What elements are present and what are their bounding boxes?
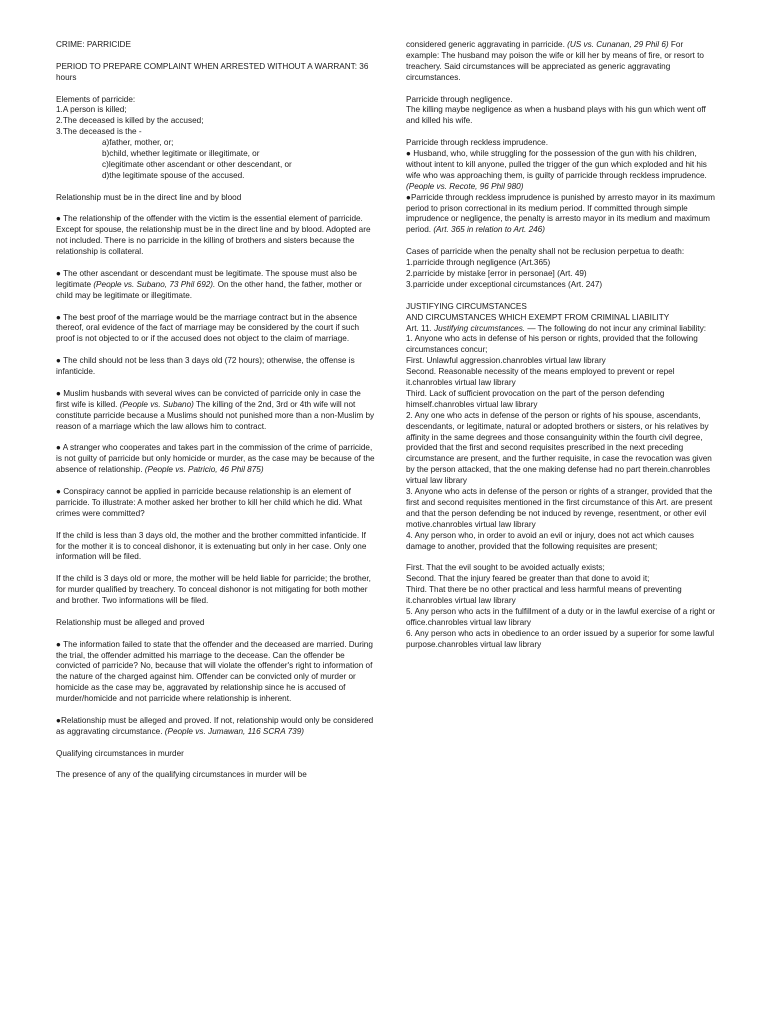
citation: (Art. 365 in relation to Art. 246) — [433, 225, 545, 235]
justifying-requisite-second: Second. Reasonable necessity of the means employed to prevent or repel it.chanrobles virtual law library — [406, 367, 675, 388]
justifying-item-2: 2. Any one who acts in defense of the person or rights of his spouse, ascendants, descendants, or legitimate, natural or adopted brothers or sisters, or his relatives by affinity in the same degrees and those consanguinity within the fourth civil degree, provided that the first and second requisites prescribed in the next preceding circumstance are present, and the further requisite, in case the revocation was given by the person attacked, that the one making defense had no part therein.chanrobles virtual law library — [406, 410, 712, 486]
paragraph-conspiracy: ● Conspiracy cannot be applied in parricide because relationship is an element of parricide. To illustrate: A mother asked her brother to kill her child which he did. What crimes were committed? — [56, 487, 363, 518]
article-label: Art. 11 — [406, 323, 430, 333]
paragraph-text: ●Parricide through reckless imprudence is punished by arresto mayor in its maximum period to prison correctional in its medium period. If committed through simple imprudence or negligence, the penalty is arresto mayor in its medium and maximum period. — [406, 192, 715, 235]
paragraph-text: considered generic aggravating in parricide. — [406, 40, 568, 49]
case-item-2: 2.parricide by mistake [error in personae] (Art. 49) — [406, 268, 587, 278]
paragraph-generic-aggravating — [406, 40, 718, 84]
paragraph-text: ● Husband, who, while struggling for the possession of the gun with his children, without intent to kill anyone, pulled the trigger of the gun which exploded and hit his wife who was approaching them, is guilty of parricide through reckless imprudence. — [406, 149, 707, 180]
article-title: Justifying circumstances. — [434, 323, 526, 333]
qualifying-heading: Qualifying circumstances in murder — [56, 748, 184, 758]
paragraph-text: For example: The husband may poison the wife or kill her by means of fire, or resort to treachery. Said circumstances will be appreciated as generic aggravating circumstances. — [406, 40, 704, 82]
paragraph-alleged-proved — [56, 716, 376, 738]
case-item-1: 1.parricide through negligence (Art.365) — [406, 258, 551, 268]
paragraph-legitimate — [56, 269, 376, 302]
citation: (People vs. Recote, 96 Phil 980) — [406, 181, 524, 191]
element-item-3: 3.The deceased is the - — [56, 127, 142, 137]
paragraph-text: ●Relationship must be alleged and proved. If not, relationship would only be considered as aggravating circumstance. — [56, 715, 374, 736]
paragraph-muslim — [56, 389, 376, 433]
paragraph-reckless-2 — [406, 193, 718, 237]
paragraph-3-days-or-more: If the child is 3 days old or more, the mother will be held liable for parricide; the brother, for murder qualified by treachery. To conceal dishonor is not mitigating for both mother and brother. Two informations will be filed. — [56, 574, 371, 606]
alleged-heading: Relationship must be alleged and proved — [56, 617, 205, 627]
evil-requisite-third: Third. That there be no other practical and less harmful means of preventing it.chanrobles virtual law library — [406, 585, 682, 606]
citation: (People vs. Subano) — [119, 399, 194, 409]
paragraph-text: The killing of the 2nd, 3rd or 4th wife will not constitute parricide because a Muslims should not punished more than a non-Muslim by reason of a marriage which the law allows him to contract. — [56, 399, 375, 431]
case-item-3: 3.parricide under exceptional circumstances (Art. 247) — [406, 279, 603, 289]
paragraph-less-than-3-days: If the child is less than 3 days old, the mother and the brother committed infanticide. If for the mother it is to conceal dishonor, it is extenuating but only in her case. Only one information will be filed. — [56, 530, 367, 562]
paragraph-marriage-proof: ● The best proof of the marriage would be the marriage contract but in the absence thereof, oral evidence of the fact of marriage may be considered by the court if such proof is not objected to or if the accused does not object to the claim of marriage. — [56, 312, 360, 344]
justifying-heading: JUSTIFYING CIRCUMSTANCES — [406, 301, 527, 311]
negligence-heading: Parricide through negligence. — [406, 94, 513, 104]
paragraph-text: On the other hand, the father, mother or child may be legitimate or illegitimate. — [56, 279, 362, 300]
justifying-requisite-third: Third. Lack of sufficient provocation on the part of the person defending himself.chanrobles virtual law library — [406, 388, 665, 409]
evil-requisite-first: First. That the evil sought to be avoided actually exists; — [406, 563, 605, 573]
reckless-heading: Parricide through reckless imprudence. — [406, 138, 548, 148]
article-separator: . — [429, 323, 435, 333]
citation: (US vs. Cunanan, 29 Phil 6) — [567, 40, 669, 49]
sub-element-b: b)child, whether legitimate or illegitimate, or — [102, 149, 260, 159]
sub-element-a: a)father, mother, or; — [102, 138, 174, 148]
justifying-item-5: 5. Any person who acts in the fulfillment of a duty or in the lawful exercise of a right or office.chanrobles virtual law library — [406, 607, 716, 627]
cases-heading: Cases of parricide when the penalty shall not be reclusion perpetua to death: — [406, 247, 685, 257]
paragraph-text: ● Muslim husbands with several wives can be convicted of parricide only in case the first wife is killed. — [56, 388, 361, 409]
justifying-requisite-first: First. Unlawful aggression.chanrobles virtual law library — [406, 356, 606, 366]
paragraph-child-age: ● The child should not be less than 3 days old (72 hours); otherwise, the offense is infanticide. — [56, 356, 355, 377]
citation: (People vs. Jumawan, 116 SCRA 739) — [164, 726, 305, 736]
article-text: — The following do not incur any criminal liability: — [525, 323, 707, 333]
right-column — [406, 40, 718, 651]
citation: (People vs. Subano, 73 Phil 692). — [93, 279, 216, 289]
elements-heading: Elements of parricide: — [56, 94, 136, 104]
relationship-heading: Relationship must be in the direct line and by blood — [56, 192, 242, 202]
left-column — [56, 40, 376, 792]
art-11-paragraph — [406, 324, 718, 335]
justifying-item-3: 3. Anyone who acts in defense of the person or rights of a stranger, provided that the first and second requisites mentioned in the first circumstance of this Art. are present and that the person defending be not induced by revenge, resentment, or other evil motive.chanrobles virtual law library — [406, 487, 713, 529]
element-item-2: 2.The deceased is killed by the accused; — [56, 116, 204, 126]
justifying-item-1: 1. Anyone who acts in defense of his person or rights, provided that the following circumstances concur; — [406, 334, 698, 355]
doc-title: CRIME: PARRICIDE — [56, 40, 131, 49]
paragraph-stranger — [56, 443, 376, 476]
citation: (People vs. Patricio, 46 Phil 875) — [144, 465, 264, 475]
justifying-item-6: 6. Any person who acts in obedience to an order issued by a superior for some lawful purpose.chanrobles virtual law library — [406, 628, 715, 649]
sub-element-d: d)the legitimate spouse of the accused. — [102, 170, 245, 180]
paragraph-qualifying: The presence of any of the qualifying circumstances in murder will be — [56, 770, 307, 780]
paragraph-text: ● A stranger who cooperates and takes part in the commission of the crime of parricide, is not guilty of parricide but only homicide or murder, as the case may be because of the absence of relationship. — [56, 443, 375, 475]
paragraph-essential-element: ● The relationship of the offender with the victim is the essential element of parricide. Except for spouse, the relationship must be in the direct line and by blood. Adopted are not included. There is no parricide in the killing of brothers and sisters because the relationship is collateral. — [56, 214, 371, 257]
element-item-1: 1.A person is killed; — [56, 105, 127, 115]
paragraph-reckless-1 — [406, 149, 718, 193]
exempting-heading: AND CIRCUMSTANCES WHICH EXEMPT FROM CRIMINAL LIABILITY — [406, 312, 670, 322]
paragraph-text: ● The other ascendant or descendant must be legitimate. The spouse must also be legitimate — [56, 268, 357, 289]
sub-element-c: c)legitimate other ascendant or other descendant, or — [102, 159, 292, 169]
evil-requisite-second: Second. That the injury feared be greater than that done to avoid it; — [406, 574, 650, 584]
paragraph-information: ● The information failed to state that the offender and the deceased are married. During the trial, the offender admitted his marriage to the decease. Can the offender be convicted of parricide? No, because that will violate the offender's right to information of the nature of the charged against him. Offender can be convicted only of murder or homicide as the case may be, aggravated by relationship since he is accused of murder/homicide and not parricide where relationship is inherent. — [56, 639, 373, 704]
period-heading: PERIOD TO PREPARE COMPLAINT WHEN ARRESTED WITHOUT A WARRANT: 36 hours — [56, 61, 369, 82]
paragraph-negligence: The killing maybe negligence as when a husband plays with his gun which went off and killed his wife. — [406, 105, 706, 126]
justifying-item-4: 4. Any person who, in order to avoid an evil or injury, does not act which causes damage to another, provided that the following requisites are present; — [406, 530, 694, 551]
